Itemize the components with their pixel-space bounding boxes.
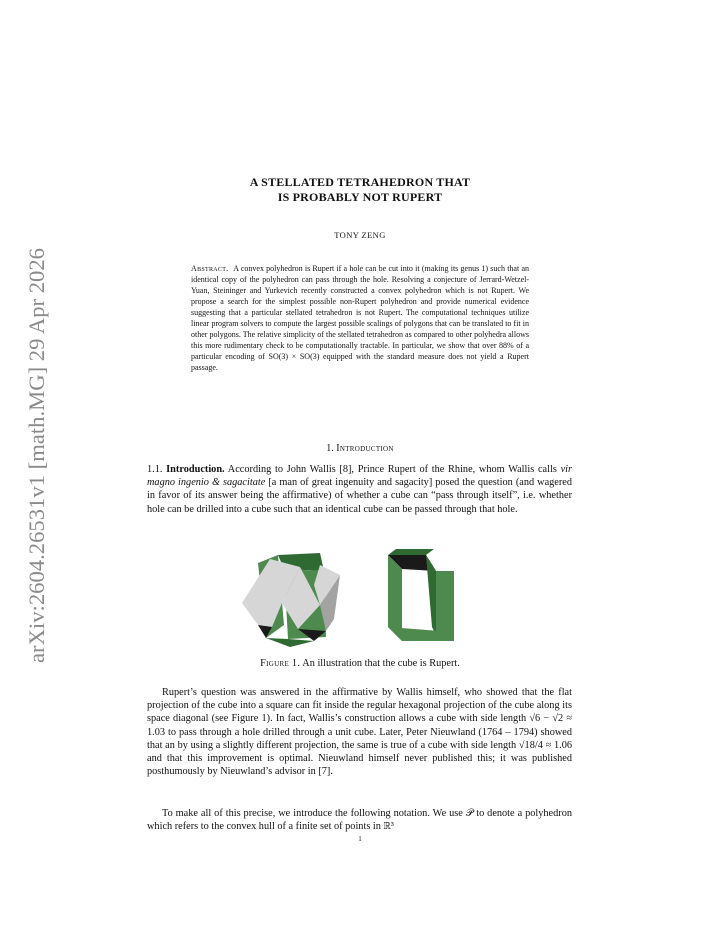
arxiv-identifier-stamp (14, 245, 54, 665)
subsection-heading: Introduction. (166, 464, 225, 475)
abstract-text: A convex polyhedron is Rupert if a hole can be cut into it (making its genus 1) such that an identical copy of the polyhedron can pass through the hole. Resolving a conjecture of Jerrard-Wetzel-Yuan, Steininger and Yurkevich recently constructed a convex polyhedron which is not Rupert. We propose a search for the simplest possible non-Rupert polyhedron and provide numerical evidence suggesting that a particular stellated tetrahedron is not Rupert. The computational techniques utilize linear program solvers to compute the largest possible scalings of polygons that can be translated to fit in other polygons. The relative simplicity of the stellated tetrahedron as compared to other polyhedra allows this more rudimentary check to be computationally tractable. In particular, we show that over 88% of a particular encoding of SO(3) × SO(3) equipped with the standard measure does not yield a Rupert passage. (191, 264, 529, 372)
figure-caption (150, 658, 570, 669)
holed-cube-top-face (388, 549, 434, 555)
history-paragraph (147, 686, 572, 778)
abstract-label: Abstract. (191, 264, 229, 273)
latin-quote: vir magno ingenio & sagacitate (147, 464, 573, 489)
holed-cube-inner-right (426, 555, 436, 635)
intro-text-1: According to John Wallis [8], Prince Rupert of the Rhine, whom Wallis calls (227, 464, 557, 475)
page-number: 1 (358, 835, 362, 843)
real-space-symbol: ℝ³ (383, 821, 394, 833)
polyhedron-symbol: 𝒫 (465, 808, 474, 819)
nieuwland-side-length: √18/4 ≈ 1.06 (518, 739, 573, 751)
history-text-3: and that this improvement is optimal. Nieuwland himself never published this; it was published posthumously by Nieuwland’s advisor in [7]. (147, 753, 572, 778)
rupert-cube-illustration (242, 553, 340, 647)
holed-cube-right-wall (436, 571, 454, 641)
paper-title (150, 175, 570, 205)
title-line-1: A STELLATED TETRAHEDRON THAT (249, 175, 471, 189)
notation-text-1: To make all of this precise, we introduce the following notation. We use (162, 808, 463, 819)
author-name: TONY ZENG (334, 230, 386, 240)
title-line-2: IS PROBABLY NOT RUPERT (277, 190, 443, 204)
arxiv-identifier-text: arXiv:2604.26531v1 [math.MG] 29 Apr 2026 (24, 259, 49, 663)
notation-paragraph (147, 807, 572, 833)
abstract (191, 263, 529, 373)
cube-with-hole-illustration (388, 549, 454, 641)
outer-cube-bottom-face (266, 638, 314, 647)
subsection-number: 1.1. (147, 464, 163, 475)
history-text-1: Rupert’s question was answered in the affirmative by Wallis himself, who showed that the flat projection of the cube into a square can fit inside the regular hexagonal projection of the cube along its space diagonal (see Figure 1). In fact, Wallis’s construction allows a cube with side length (147, 687, 572, 725)
history-text-2: to pass through a hole drilled through a unit cube. Later, Peter Nieuwland (1764 – 1794) showed that an by using a slightly different projection, the same is true of a cube with side length (147, 726, 572, 751)
section-heading (150, 443, 570, 454)
notation-text-2: to denote a polyhedron which refers to the convex hull of a finite set of points in (147, 808, 573, 833)
wallis-side-length: √6 − √2 ≈ 1.03 (147, 713, 573, 738)
figure-1 (230, 545, 490, 653)
section-number: 1. (326, 443, 334, 454)
intro-paragraph (147, 463, 572, 516)
figure-caption-text: An illustration that the cube is Rupert. (302, 658, 460, 669)
section-title: Introduction (336, 443, 394, 454)
intro-text-2: [a man of great ingenuity and sagacity] posed the question (and wagered in favor of its answer being the affirmative) of whether a cube can “pass through itself”, i.e. whether hole can be drilled into a cube such that an identical cube can be passed through that hole. (147, 477, 573, 515)
figure-label: Figure 1. (260, 658, 301, 669)
